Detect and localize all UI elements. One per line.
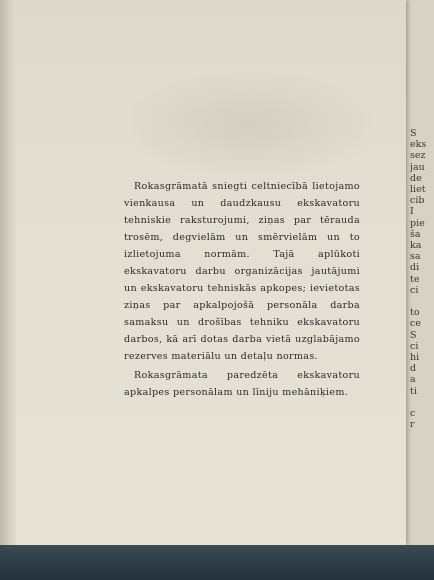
- facing-page-text-fragments: S eks sez jau de liet cib I pie ša ka sa di te ci to ce S ci hi d a ti c r: [410, 128, 427, 431]
- paragraph-description: Rokasgrāmatā sniegti celtniecībā lietojamo vienkausa un daudzkausu ekskavatoru tehniskie raksturojumi, ziņas par tērauda trosēm, degvielām un smērvielām un to izlietojuma normām. Tajā aplūkoti ekskavatoru darbu organizācijas jautājumi un ekskavatoru tehniskās apkopes; ievietotas ziņas par apkalpojošā personāla darba samaksu un drošības tehniku ekskavatoru darbos, kā arī dotas darba vietā uzglabājamo rezerves materiālu un detaļu normas.: [124, 181, 360, 362]
- page-spine-edge: [0, 0, 16, 545]
- annotation-text-block: [124, 178, 360, 403]
- table-surface: [0, 545, 434, 580]
- bleed-through-shadow: [120, 70, 380, 180]
- paragraph-audience: Rokasgrāmata paredzēta ekskavatoru apkalpes personālam un līniju mehāniķiem.: [124, 370, 360, 398]
